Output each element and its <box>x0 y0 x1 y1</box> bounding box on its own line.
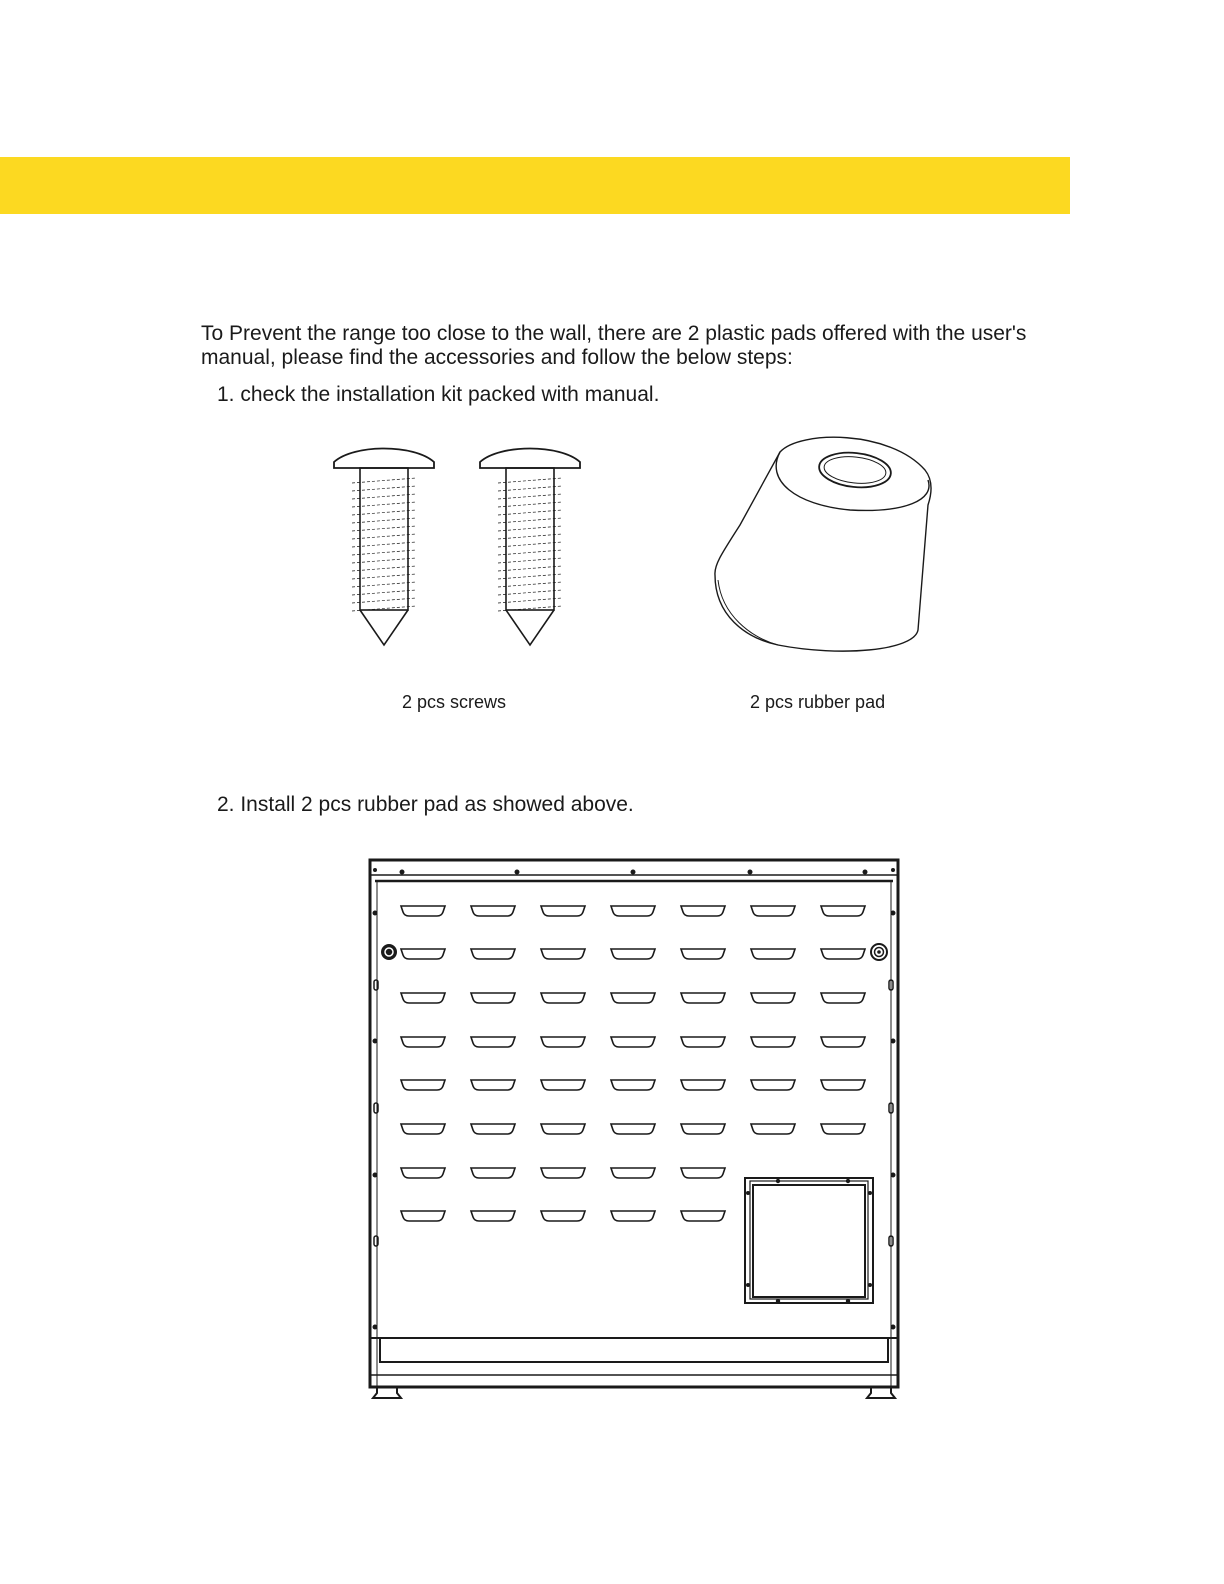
vent-slot <box>401 993 445 1003</box>
vent-slot <box>681 993 725 1003</box>
screw-icon <box>480 449 580 646</box>
vent-slot <box>821 949 865 959</box>
vent-slot <box>541 1037 585 1047</box>
vent-slot <box>471 949 515 959</box>
vent-slot <box>471 1037 515 1047</box>
range-back-panel-diagram <box>365 855 905 1400</box>
vent-slot <box>401 1124 445 1134</box>
vent-slot <box>611 1211 655 1221</box>
step-1-text: 1. check the installation kit packed with manual. <box>217 383 660 406</box>
vent-slot <box>611 1168 655 1178</box>
vent-slot <box>681 906 725 916</box>
vent-slot <box>751 1080 795 1090</box>
step-2-text: 2. Install 2 pcs rubber pad as showed above. <box>217 793 634 816</box>
pad-mount-right-icon <box>871 944 887 960</box>
header-banner <box>0 157 1070 214</box>
vent-slot <box>821 1037 865 1047</box>
vent-slot <box>471 1211 515 1221</box>
vent-slot <box>611 1037 655 1047</box>
intro-paragraph: To Prevent the range too close to the wall, there are 2 plastic pads offered with the user's manual, please find the accessories and follow the below steps: <box>201 322 1027 369</box>
vent-slot <box>401 1211 445 1221</box>
vent-slot <box>471 1168 515 1178</box>
vent-slot <box>541 949 585 959</box>
vent-slot <box>751 949 795 959</box>
vent-slot <box>681 1168 725 1178</box>
screw-icon <box>334 449 434 646</box>
vent-slot <box>821 993 865 1003</box>
vent-slot <box>541 1080 585 1090</box>
vent-slot <box>751 906 795 916</box>
rubber-pad-illustration <box>700 425 950 665</box>
vent-slot <box>611 1080 655 1090</box>
vent-slot <box>681 1080 725 1090</box>
vent-slot <box>681 1211 725 1221</box>
vent-slot <box>541 906 585 916</box>
vent-slot <box>611 1124 655 1134</box>
vent-slot <box>401 1037 445 1047</box>
screws-caption: 2 pcs screws <box>402 692 507 712</box>
vent-slot <box>751 1037 795 1047</box>
vent-slot <box>541 993 585 1003</box>
vent-slot <box>821 1124 865 1134</box>
vent-slot <box>471 993 515 1003</box>
vent-slot <box>681 949 725 959</box>
vent-slot <box>821 906 865 916</box>
vent-slot <box>401 1168 445 1178</box>
vent-slot <box>401 949 445 959</box>
pad-mount-left-icon <box>381 944 397 960</box>
vent-slot <box>611 949 655 959</box>
rubber-pad-caption: 2 pcs rubber pad <box>750 692 886 712</box>
vent-slot <box>611 906 655 916</box>
vent-slot <box>681 1124 725 1134</box>
vent-slot <box>611 993 655 1003</box>
vent-slot <box>751 1124 795 1134</box>
vent-slot <box>471 1080 515 1090</box>
vent-slot <box>821 1080 865 1090</box>
vent-slot <box>471 906 515 916</box>
vent-slot <box>751 993 795 1003</box>
vent-slot <box>541 1124 585 1134</box>
vent-slot <box>401 906 445 916</box>
vent-slot <box>681 1037 725 1047</box>
vent-slot <box>401 1080 445 1090</box>
screws-illustration <box>320 430 600 660</box>
vent-slot <box>471 1124 515 1134</box>
vent-slot <box>541 1168 585 1178</box>
vent-slot <box>541 1211 585 1221</box>
